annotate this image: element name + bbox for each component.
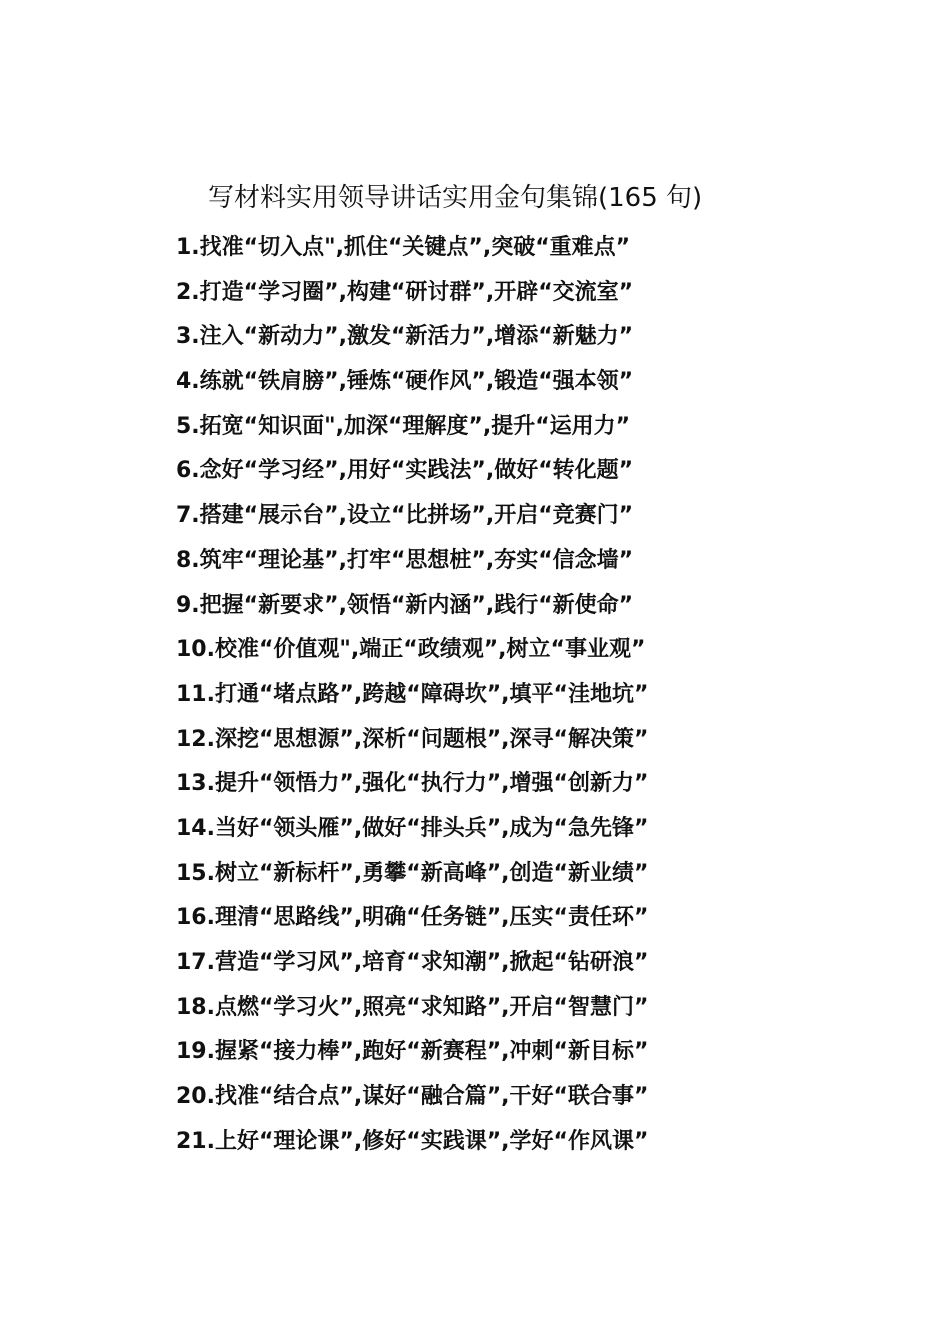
list-item: 19.握紧“接力棒”,跑好“新赛程”,冲刺“新目标” xyxy=(176,1039,649,1065)
list-item: 14.当好“领头雁”,做好“排头兵”,成为“急先锋” xyxy=(176,815,649,841)
list-item: 8.筑牢“理论基”,打牢“思想桩”,夯实“信念墙” xyxy=(176,547,634,573)
list-item: 15.树立“新标杆”,勇攀“新高峰”,创造“新业绩” xyxy=(176,860,649,886)
list-item: 10.校准“价值观",端正“政绩观”,树立“事业观” xyxy=(176,637,646,663)
list-item: 2.打造“学习圈”,构建“研讨群”,开辟“交流室” xyxy=(176,279,634,305)
list-item: 5.拓宽“知识面",加深“理解度”,提升“运用力” xyxy=(176,413,631,439)
list-item: 13.提升“领悟力”,强化“执行力”,增强“创新力” xyxy=(176,771,649,797)
list-item: 1.找准“切入点",抓住“关键点”,突破“重难点” xyxy=(176,235,631,260)
list-item: 12.深挖“思想源”,深析“问题根”,深寻“解决策” xyxy=(176,726,649,752)
list-item: 18.点燃“学习火”,照亮“求知路”,开启“智慧门” xyxy=(176,994,649,1020)
list-item: 16.理清“思路线”,明确“任务链”,压实“责任环” xyxy=(176,905,649,931)
list-item: 7.搭建“展示台”,设立“比拼场”,开启“竞赛门” xyxy=(176,503,634,529)
list-item: 11.打通“堵点路”,跨越“障碍坎”,填平“洼地坑” xyxy=(176,681,649,707)
list-item: 3.注入“新动力”,激发“新活力”,增添“新魅力” xyxy=(176,324,634,350)
list-item: 21.上好“理论课”,修好“实践课”,学好“作风课” xyxy=(176,1128,649,1154)
phrase-list xyxy=(176,226,648,1164)
list-item: 4.练就“铁肩膀”,锤炼“硬作风”,锻造“强本领” xyxy=(176,369,634,395)
list-item: 20.找准“结合点”,谋好“融合篇”,干好“联合事” xyxy=(176,1084,649,1110)
document-title: 写材料实用领导讲话实用金句集锦(165 句) xyxy=(208,183,703,213)
list-item: 17.营造“学习风”,培育“求知潮”,掀起“钻研浪” xyxy=(176,950,649,975)
list-item: 6.念好“学习经”,用好“实践法”,做好“转化题” xyxy=(176,458,634,484)
list-item: 9.把握“新要求”,领悟“新内涵”,践行“新使命” xyxy=(176,592,634,618)
